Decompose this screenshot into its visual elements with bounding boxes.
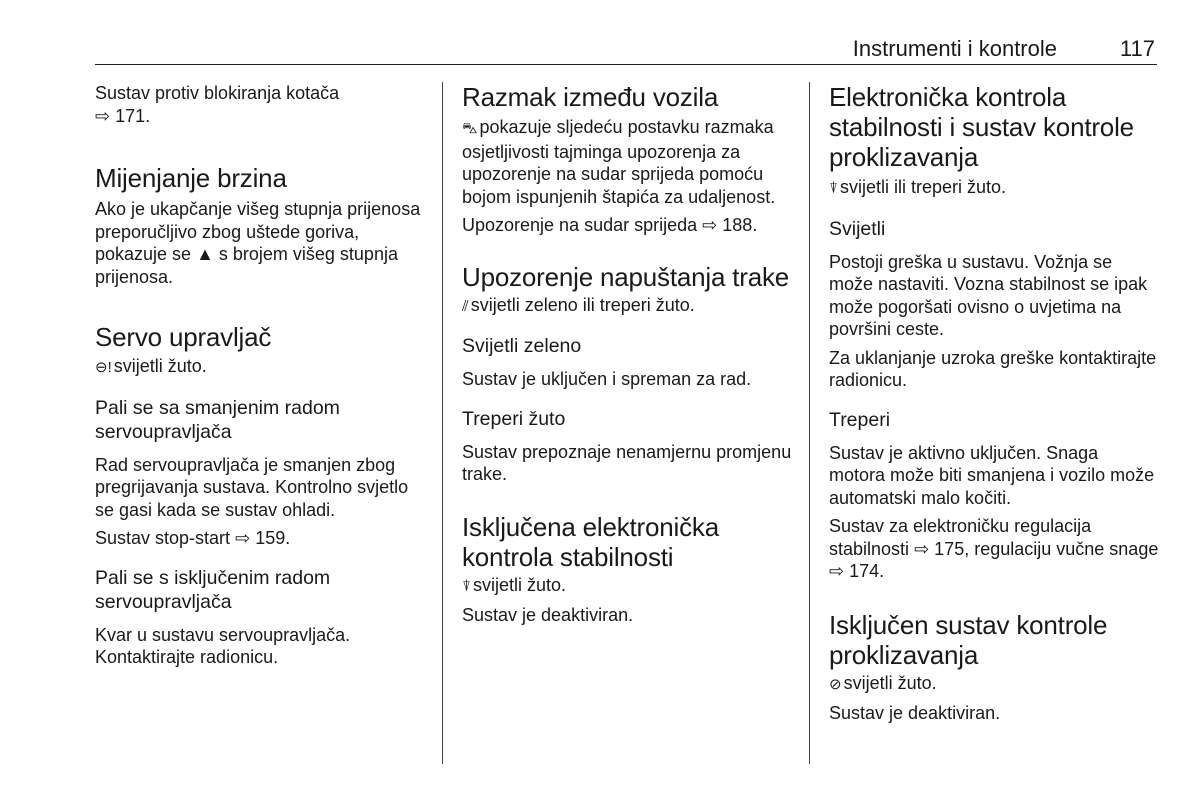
section-title: Instrumenti i kontrole [852, 36, 1057, 61]
esc-flash-text: Sustav je aktivno uključen. Snaga motora može biti smanjena i vozilo može automatski malo kočiti. [829, 442, 1155, 508]
section-heading-esc: Elektronička kontrola stabilnosti i sustav kontrole proklizavanja [829, 82, 1134, 172]
ref-arrow-icon: ⇨ [235, 528, 251, 548]
column-1 [95, 82, 425, 669]
lane-green-text: Sustav je uključen i spreman za rad. [462, 369, 752, 389]
ref-arrow-icon: ⇨ [914, 538, 930, 559]
esc-sub-heading-on: Svijetli [829, 217, 886, 240]
ref-arrow-icon: ⇨ [95, 105, 111, 126]
section-heading-tc-off: Isključen sustav kontrole proklizavanja [829, 609, 1108, 670]
servo-reduced-text: Rad servoupravljača je smanjen zbog pregrijavanja sustava. Kontrolno svjetlo se gasi kada se sustav ohladi. [95, 454, 409, 520]
lane-sub-heading-green: Svijetli zeleno [462, 335, 582, 357]
fcw-reference: Upozorenje na sudar sprijeda ⇨ 188. [462, 215, 758, 235]
lane-flash-text: Sustav prepoznaje nenamjernu promjenu trake. [462, 441, 792, 484]
esc-references: Sustav za elektroničku regulacija stabilnosti ⇨ 175, regulaciju vučne snage ⇨ 174. [829, 516, 1159, 581]
column-2 [462, 82, 792, 627]
servo-status: ⊖! svijetli žuto. [95, 355, 425, 380]
column-divider [809, 82, 810, 764]
esc-on-text: Postoji greška u sustavu. Vožnja se može nastaviti. Vozna stabilnost se ipak može pogoršati ovisno o uvjetima na površini ceste. [829, 251, 1148, 339]
esc-off-status: ⍒ svijetli žuto. [462, 574, 792, 599]
steering-warning-icon: ⊖! [95, 359, 112, 376]
page-number: 117 [1119, 36, 1155, 61]
lane-sub-heading-flash: Treperi žuto [462, 407, 566, 430]
esc-off-icon: ⍒ [462, 577, 472, 595]
section-heading-distance: Razmak između vozila [462, 82, 719, 112]
servo-sub-heading-reduced: Pali se sa smanjenim radom servoupravljača [95, 396, 340, 443]
tc-off-icon: ⊘ [829, 675, 842, 693]
section-heading-esc-off: Isključena elektronička kontrola stabilnosti [462, 511, 719, 572]
tc-off-text: Sustav je deaktiviran. [829, 703, 1001, 723]
tc-off-status: ⊘ svijetli žuto. [829, 672, 1159, 697]
gear-text: Ako je ukapčanje višeg stupnja prijenosa preporučljivo zbog uštede goriva, pokazuje se ▲ s brojem višeg stupnja prijenosa. [95, 199, 421, 287]
column-divider [442, 82, 443, 764]
abs-reference: Sustav protiv blokiranja kotača ⇨ 171. [95, 83, 340, 126]
ref-arrow-icon: ⇨ [702, 215, 718, 235]
column-3 [829, 82, 1159, 725]
lane-status: ⫽ svijetli zeleno ili treperi žuto. [462, 294, 792, 319]
vehicle-distance-icon: ⛍ [462, 120, 478, 137]
ref-arrow-icon: ⇨ [829, 561, 845, 581]
page-header [95, 34, 1157, 65]
esc-sub-heading-flash: Treperi [829, 408, 891, 431]
section-heading-gear: Mijenjanje brzina [95, 163, 287, 193]
servo-sub-heading-off: Pali se s isključenim radom servoupravljača [95, 566, 331, 613]
section-heading-lane: Upozorenje napuštanja trake [462, 261, 790, 292]
esc-on-text-2: Za uklanjanje uzroka greške kontaktirajte radionicu. [829, 347, 1157, 390]
section-heading-servo: Servo upravljač [95, 322, 272, 352]
stop-start-reference: Sustav stop-start ⇨ 159. [95, 528, 291, 548]
esc-status: ⍒ svijetli ili treperi žuto. [829, 176, 1159, 201]
esc-off-text: Sustav je deaktiviran. [462, 605, 634, 625]
distance-text: ⛍ pokazuje sljedeću postavku razmaka osjetljivosti tajminga upozorenja za upozorenje na sudar sprijeda pomoću bojom ispunjenih štapića za udaljenost. [462, 117, 776, 207]
lane-departure-icon: ⫽ [462, 297, 469, 315]
esc-icon: ⍒ [829, 180, 839, 197]
servo-off-text: Kvar u sustavu servoupravljača. Kontaktirajte radionicu. [95, 624, 351, 667]
